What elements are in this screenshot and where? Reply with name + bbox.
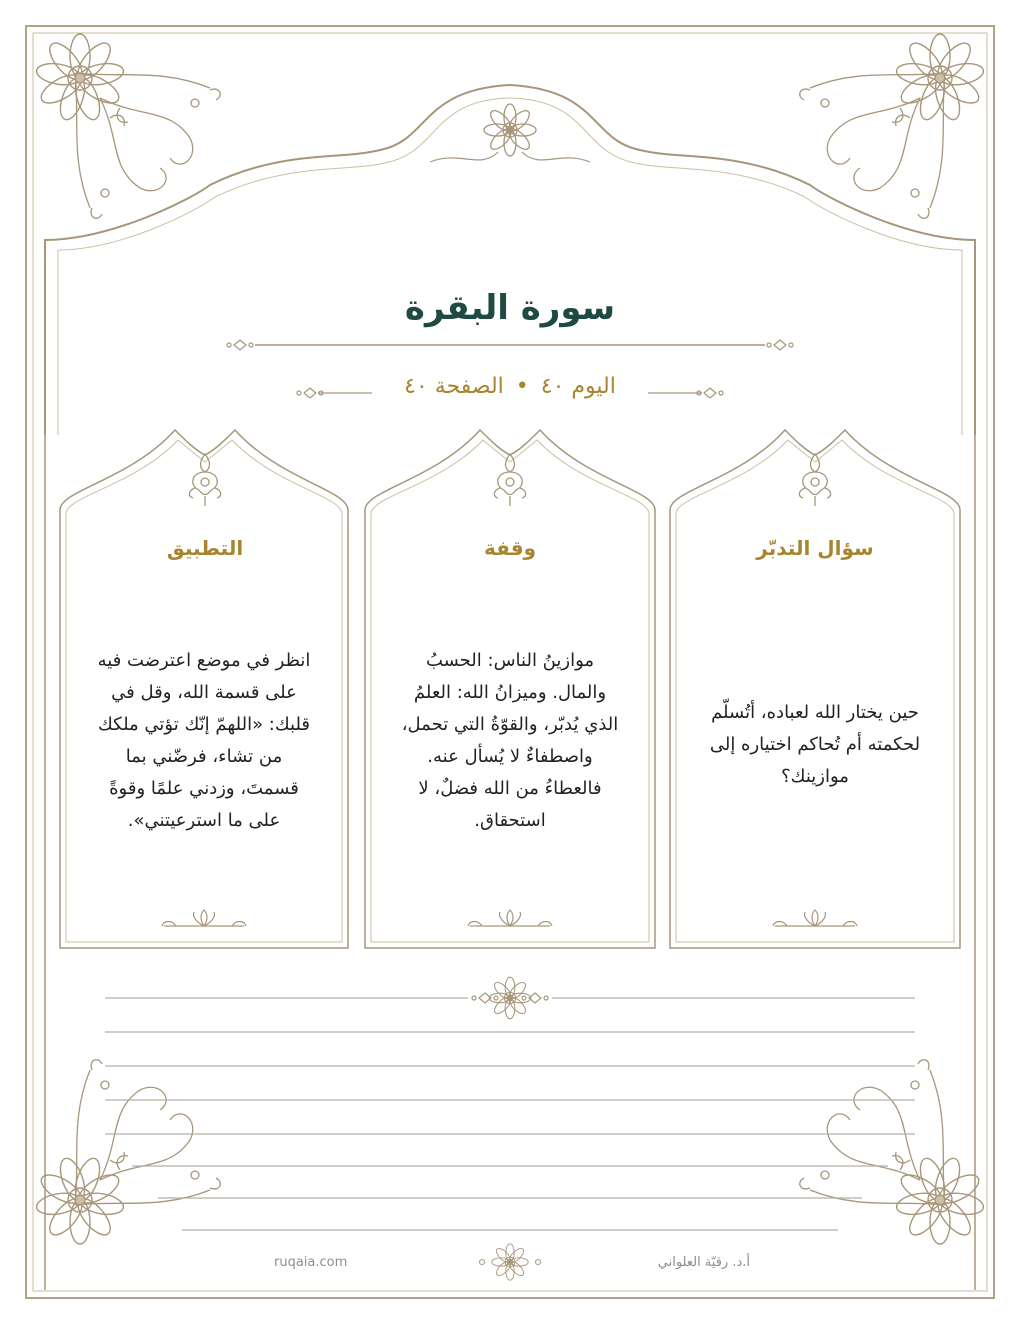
text-line: موازينُ الناس: الحسبُ [425,650,595,671]
text-line: على قسمة الله، وقل في [111,682,297,703]
writing-lines [105,998,915,1230]
card-title-application: التطبيق [166,536,244,560]
text-line: حين يختار الله لعباده، أتُسلّم [711,702,919,723]
card-body-reflection-question [690,697,940,793]
text-line: استحقاق. [474,810,546,831]
footer-rosette-ornament [480,1244,541,1280]
text-line: لحكمته أم تُحاكم اختياره إلى [709,734,921,755]
text-line: الذي يُدبّر، والقوّةُ التي تحمل، [401,714,619,735]
day-page-line [0,374,1020,399]
text-line: قلبك: «اللهمّ إنّك تؤتي ملكك [97,714,311,735]
card-title-reflection-question: سؤال التدبّر [756,536,874,560]
arch-crown-rosette [430,104,590,162]
text-line: على ما استرعيتني». [127,810,281,831]
floral-corner-ornament [35,34,985,1244]
card-title-pause: وقفة [483,536,537,560]
title-divider [227,340,793,350]
day-label: اليوم ٤٠ [540,374,616,399]
card-body-pause [385,645,635,837]
text-line: موازينك؟ [781,766,849,787]
card-body-application [79,645,329,837]
rosette-divider-ornament [472,977,548,1019]
text-line: قسمتَ، وزدني علمًا وقوةً [109,778,299,799]
text-line: انظر في موضع اعترضت فيه [97,650,311,671]
website-link[interactable]: ruqaia.com [274,1255,348,1270]
page-label: الصفحة ٤٠ [404,374,504,399]
text-line: من تشاء، فرضّني بما [125,746,283,767]
separator-dot: • [515,374,529,399]
text-line: فالعطاءُ من الله فضلٌ، لا [418,778,602,799]
text-line: واصطفاءٌ لا يُسأل عنه. [427,746,593,767]
lotus-divider-ornament [162,910,857,926]
text-line: والمال. وميزانُ الله: العلمُ [413,682,607,703]
page-title: سورة البقرة [404,288,616,328]
author-name: أ.د. رقيّة العلواني [657,1255,750,1270]
